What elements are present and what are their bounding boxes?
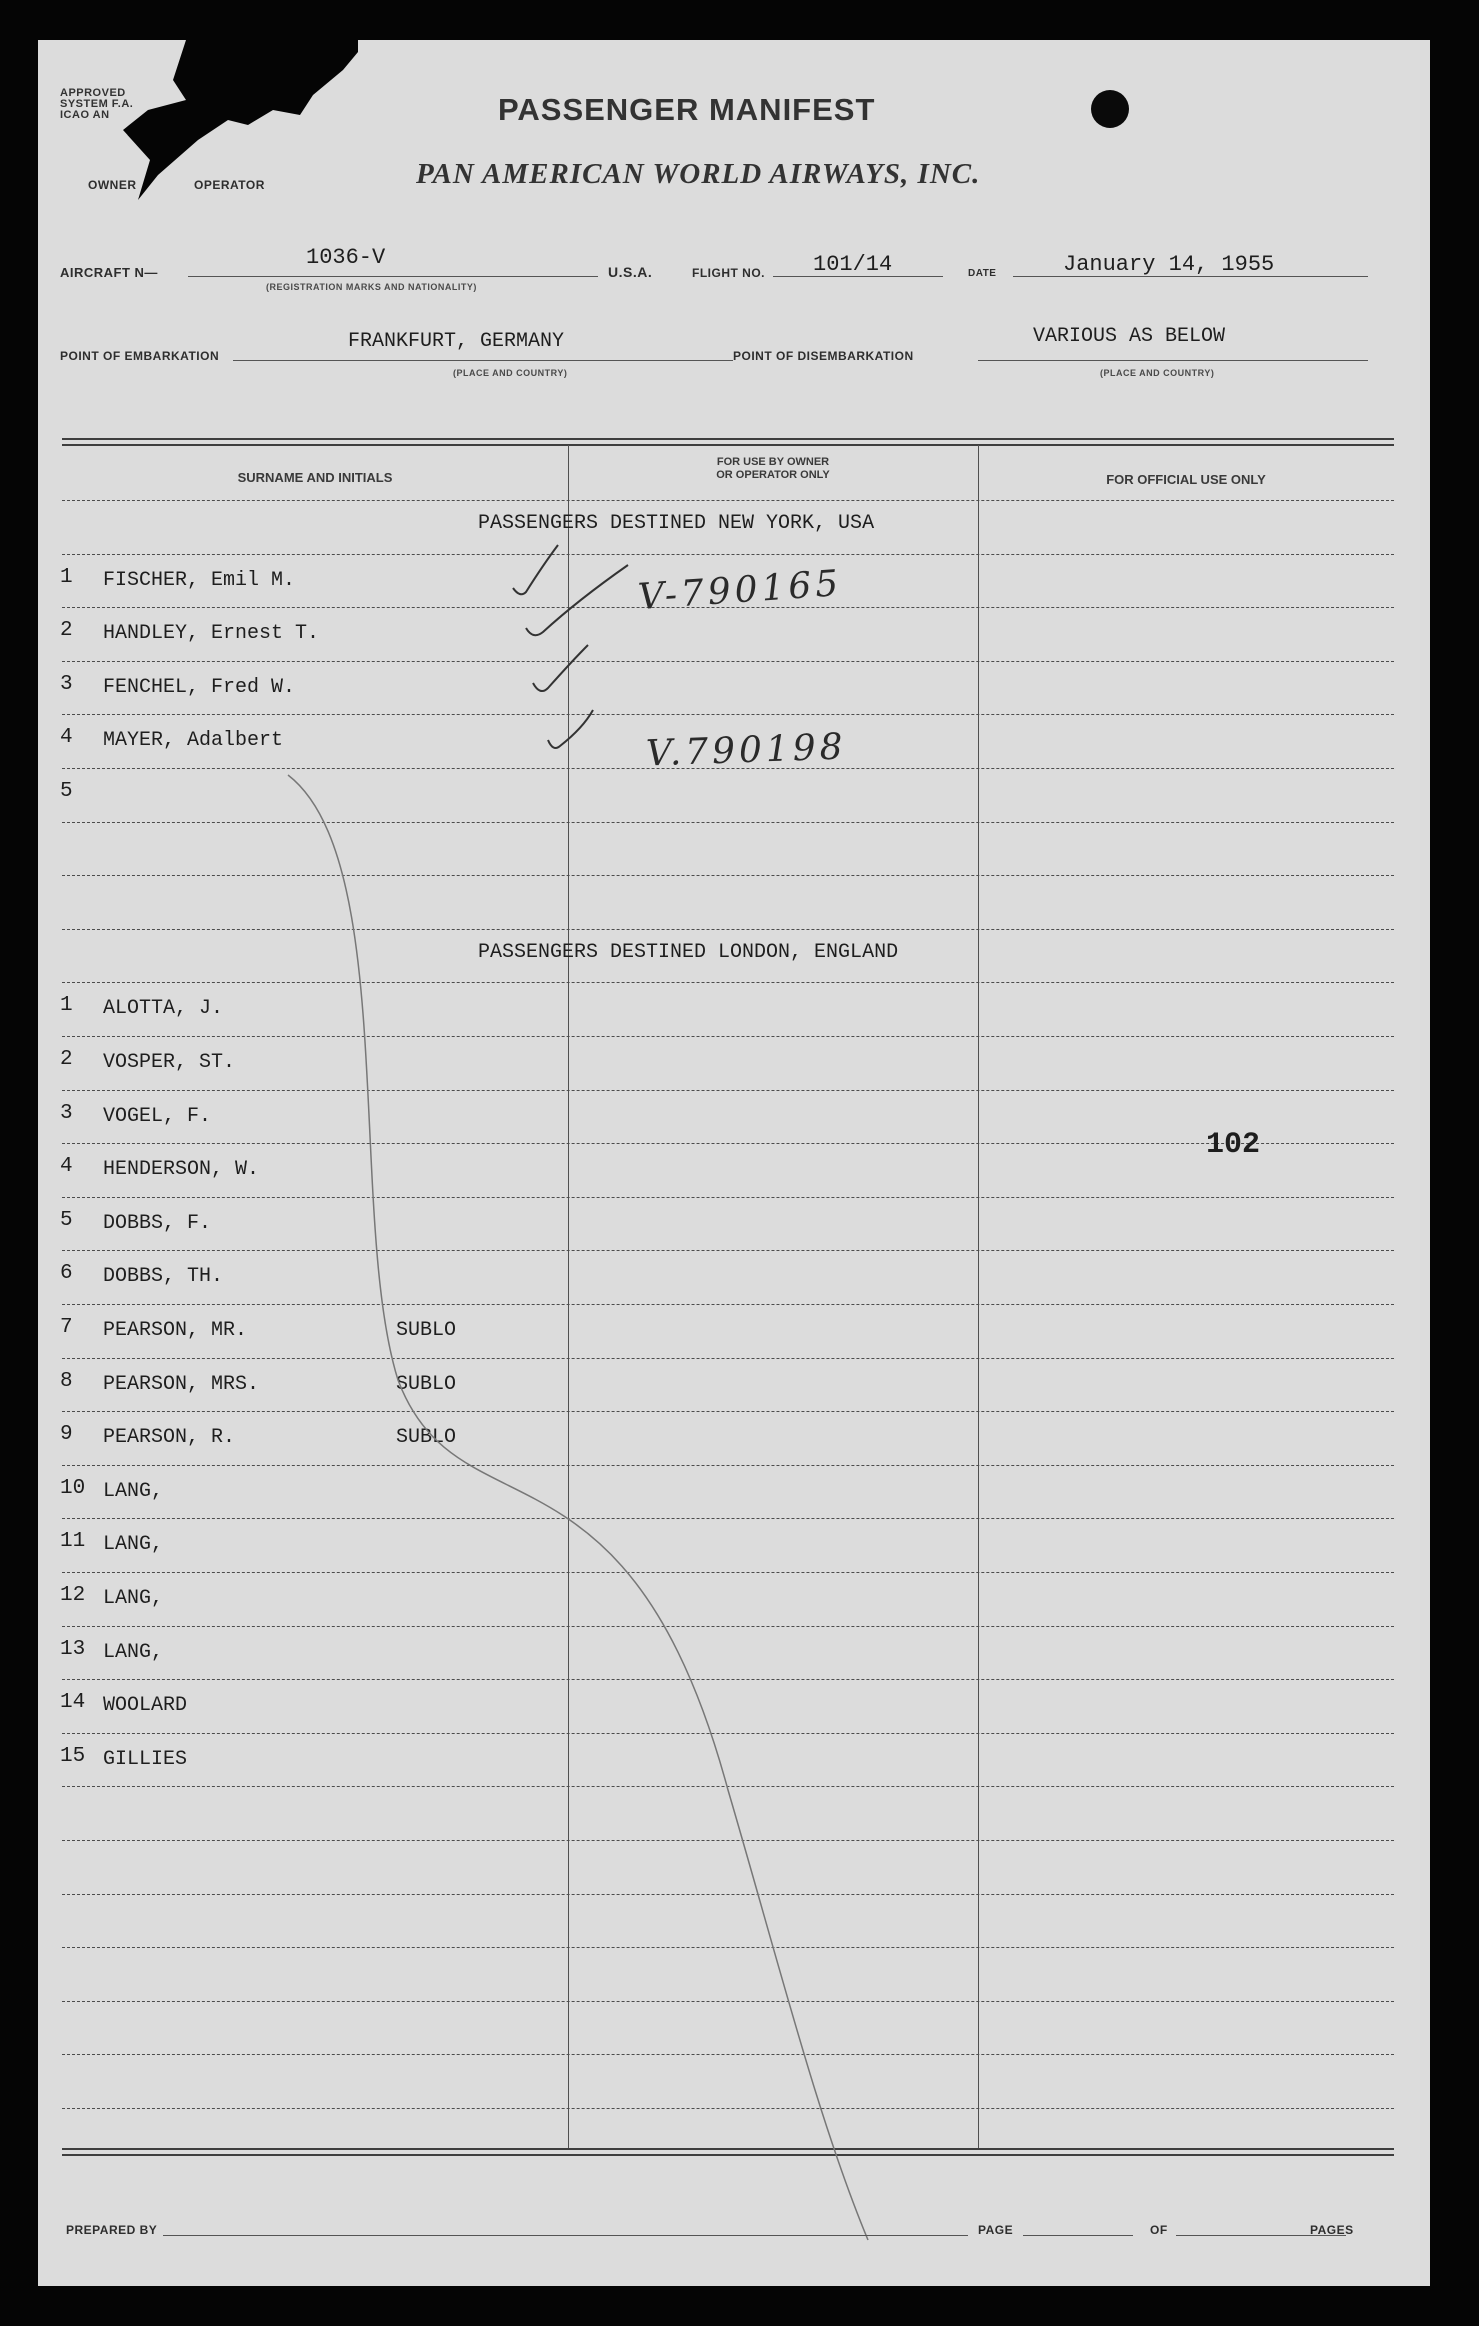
passenger-name: PEARSON, MR. [103, 1319, 248, 1342]
manifest-sheet [38, 40, 1430, 2286]
passenger-name: VOSPER, ST. [103, 1051, 236, 1074]
row-number: 5 [60, 780, 73, 803]
embarkation-label: POINT OF EMBARKATION [60, 349, 220, 363]
disembarkation-value: VARIOUS AS BELOW [1033, 325, 1226, 348]
group-heading: PASSENGERS DESTINED LONDON, ENGLAND [478, 940, 899, 964]
operator-label: OPERATOR [194, 178, 265, 192]
embarkation-value: FRANKFURT, GERMANY [348, 330, 565, 353]
flight-label: FLIGHT NO. [692, 266, 765, 280]
aircraft-label: AIRCRAFT N— [60, 265, 158, 280]
disembarkation-label: POINT OF DISEMBARKATION [733, 349, 914, 363]
row-number: 15 [60, 1744, 86, 1768]
embarkation-caption: (PLACE AND COUNTRY) [453, 368, 568, 378]
prepared-by-label: PREPARED BY [66, 2223, 158, 2237]
country-label: U.S.A. [608, 264, 653, 280]
aircraft-caption: (REGISTRATION MARKS AND NATIONALITY) [266, 282, 477, 292]
row-number: 3 [60, 672, 73, 696]
group-heading: PASSENGERS DESTINED NEW YORK, USA [478, 512, 875, 535]
passenger-name: LANG, [103, 1533, 164, 1557]
passenger-name: HANDLEY, Ernest T. [103, 622, 320, 646]
handwriting-overlay [38, 40, 1430, 2286]
passenger-name: FISCHER, Emil M. [103, 568, 296, 592]
row-number: 1 [60, 994, 73, 1018]
column-header-owner-use: FOR USE BY OWNER OR OPERATOR ONLY [716, 456, 830, 481]
row-number: 12 [60, 1584, 86, 1607]
approved-label: APPROVED SYSTEM F.A. ICAO AN [60, 87, 134, 121]
official-number: 102 [1206, 1128, 1261, 1162]
row-number: 14 [60, 1691, 86, 1715]
passenger-name: MAYER, Adalbert [103, 729, 284, 753]
row-number: 6 [60, 1262, 73, 1286]
passenger-name: VOGEL, F. [103, 1104, 212, 1128]
row-number: 7 [60, 1316, 73, 1339]
column-header-official: FOR OFFICIAL USE ONLY [1106, 472, 1266, 487]
date-value: January 14, 1955 [1063, 252, 1275, 277]
passenger-note: SUBLO [396, 1319, 457, 1342]
page-title: PASSENGER MANIFEST [498, 92, 876, 127]
passenger-name: HENDERSON, W. [103, 1158, 260, 1182]
row-number: 4 [60, 726, 73, 750]
row-number: 8 [60, 1369, 73, 1393]
of-label: OF [1150, 2223, 1168, 2237]
airline-name: PAN AMERICAN WORLD AIRWAYS, INC. [416, 158, 981, 190]
passenger-name: LANG, [103, 1640, 164, 1664]
date-label: DATE [968, 268, 997, 279]
column-header-surname: SURNAME AND INITIALS [237, 470, 393, 485]
row-number: 3 [60, 1101, 73, 1125]
passenger-name: FENCHEL, Fred W. [103, 675, 296, 699]
passenger-note: SUBLO [396, 1426, 457, 1450]
row-number: 13 [60, 1637, 86, 1661]
pages-label: PAGES [1310, 2223, 1354, 2237]
passenger-name: LANG, [103, 1479, 164, 1503]
passenger-note: SUBLO [396, 1372, 457, 1396]
owner-label: OWNER [88, 178, 137, 192]
passenger-name: DOBBS, TH. [103, 1265, 224, 1289]
row-number: 5 [60, 1208, 73, 1232]
passenger-name: PEARSON, R. [103, 1426, 236, 1450]
visa-number-2: V.790198 [645, 726, 848, 775]
disembarkation-caption: (PLACE AND COUNTRY) [1100, 368, 1215, 378]
flight-value: 101/14 [813, 252, 893, 277]
passenger-name: WOOLARD [103, 1694, 188, 1718]
row-number: 10 [60, 1476, 86, 1500]
page-label: PAGE [978, 2223, 1014, 2237]
aircraft-value: 1036-V [306, 245, 386, 270]
passenger-name: PEARSON, MRS. [103, 1372, 260, 1396]
row-number: 9 [60, 1423, 73, 1447]
passenger-name: DOBBS, F. [103, 1211, 212, 1235]
visa-number-1: V-790165 [636, 562, 844, 619]
row-number: 2 [60, 1048, 73, 1071]
passenger-name: GILLIES [103, 1747, 188, 1771]
passenger-name: ALOTTA, J. [103, 997, 224, 1021]
row-number: 4 [60, 1155, 73, 1179]
row-number: 1 [60, 565, 73, 589]
row-number: 11 [60, 1530, 86, 1554]
row-number: 2 [60, 619, 73, 643]
passenger-name: LANG, [103, 1587, 164, 1610]
